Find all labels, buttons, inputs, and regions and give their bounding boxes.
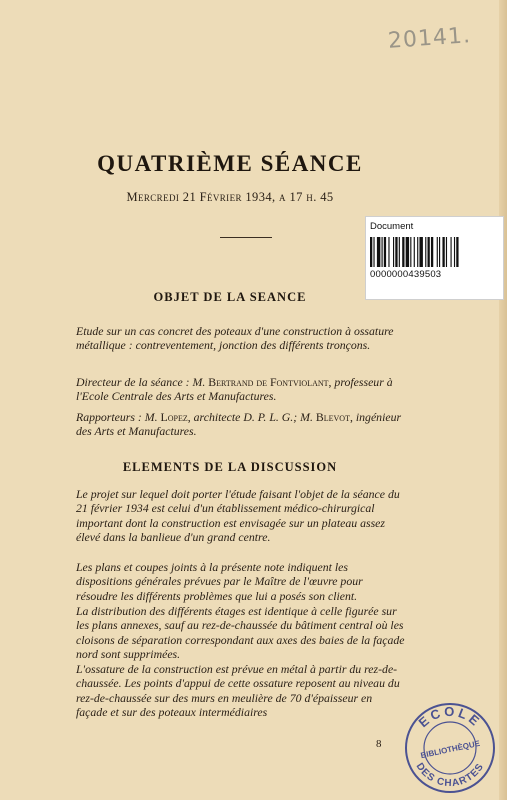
barcode-bar xyxy=(456,237,458,267)
discussion-paragraph: L'ossature de la construction est prévue en métal à partir du rez-de-chaussée. Les points d'appui de cette ossature reposent au niveau du rez-de-chaussée sur des murs en meulière de 70 d'épaisseur en façade et sur des poteaux intermédiaires xyxy=(76,662,400,720)
rapporteur2-name: Blevot, xyxy=(315,410,353,424)
objet-rapporteurs-paragraph xyxy=(76,410,406,439)
barcode-bar xyxy=(377,237,380,267)
barcode-bar xyxy=(382,237,383,267)
stamp-center-text: BIBLIOTHÈQUE xyxy=(419,738,481,761)
director-label: Directeur de la séance : M. xyxy=(76,375,209,389)
pencil-inventory-mark: 20141. xyxy=(387,23,472,54)
barcode-bar xyxy=(402,237,404,267)
objet-director-paragraph xyxy=(76,375,406,404)
rapporteur1-name: Lopez, xyxy=(160,410,191,424)
barcode-bar xyxy=(442,237,444,267)
rapporteurs-label: Rapporteurs : M. xyxy=(76,410,161,424)
barcode-bar xyxy=(406,237,409,267)
library-stamp-icon xyxy=(402,700,498,796)
barcode-bar xyxy=(428,237,430,267)
barcode-number: 0000000439503 xyxy=(370,269,442,280)
barcode-icon xyxy=(370,237,498,267)
page-title: QUATRIÈME SÉANCE xyxy=(97,151,363,176)
barcode-bar xyxy=(439,237,440,267)
barcode-bar xyxy=(399,237,400,267)
section-heading-discussion: ELEMENTS DE LA DISCUSSION xyxy=(122,460,338,474)
section-heading-objet: OBJET DE LA SEANCE xyxy=(153,290,307,304)
objet-study-paragraph: Etude sur un cas concret des poteaux d'une construction à ossature métallique : contreventement, jonction des différents tronçons. xyxy=(76,324,394,353)
barcode-bar xyxy=(454,237,455,267)
stamp-bottom-text: DES CHARTES xyxy=(413,761,487,790)
barcode-label xyxy=(365,216,504,300)
barcode-title: Document xyxy=(370,221,414,232)
barcode-bar xyxy=(388,237,389,267)
rapporteur1-role: architecte D. P. L. G.; M. xyxy=(190,410,316,424)
director-name: Bertrand de Fontviolant, xyxy=(208,375,332,389)
discussion-paragraph: Les plans et coupes joints à la présente note indiquent les dispositions générales prévues par le Maître de l'œuvre pour résoudre les différents problèmes que lui a posés son client. xyxy=(76,560,363,603)
session-date: Mercredi 21 Février 1934, a 17 h. 45 xyxy=(126,190,334,204)
barcode-bar xyxy=(446,237,447,267)
barcode-bar xyxy=(437,237,438,267)
barcode-bar xyxy=(451,237,452,267)
rapporteur2-role: ingénieur des Arts et Manufactures. xyxy=(76,410,402,439)
barcode-bar xyxy=(425,237,426,267)
barcode-bar xyxy=(384,237,386,267)
discussion-paragraph: Le projet sur lequel doit porter l'étude faisant l'objet de la séance du 21 février 1934 est celui d'un établissement médico-chirurgical important dont la construction est envisagée sur un plateau assez élevé dans la banlieue d'un grand centre. xyxy=(76,487,400,545)
barcode-bar xyxy=(417,237,418,267)
page-number: 8 xyxy=(376,738,382,750)
page-edge xyxy=(499,0,507,800)
barcode-bar xyxy=(393,237,394,267)
barcode-bar xyxy=(419,237,422,267)
title-divider xyxy=(220,237,272,238)
barcode-bar xyxy=(410,237,411,267)
barcode-bar xyxy=(373,237,374,267)
barcode-bar xyxy=(431,237,433,267)
director-role: professeur à l'Ecole Centrale des Arts et Manufactures. xyxy=(76,375,393,404)
barcode-bar xyxy=(414,237,415,267)
discussion-paragraph: La distribution des différents étages est identique à celle figurée sur les plans annexes, sauf au rez-de-chaussée du bâtiment central où les cloisons de séparation correspondant aux axes des baies de la façade nord sont supprimées. xyxy=(76,604,405,662)
barcode-bar xyxy=(395,237,397,267)
stamp-top-text: ECOLE xyxy=(415,703,485,731)
barcode-bar xyxy=(370,237,372,267)
